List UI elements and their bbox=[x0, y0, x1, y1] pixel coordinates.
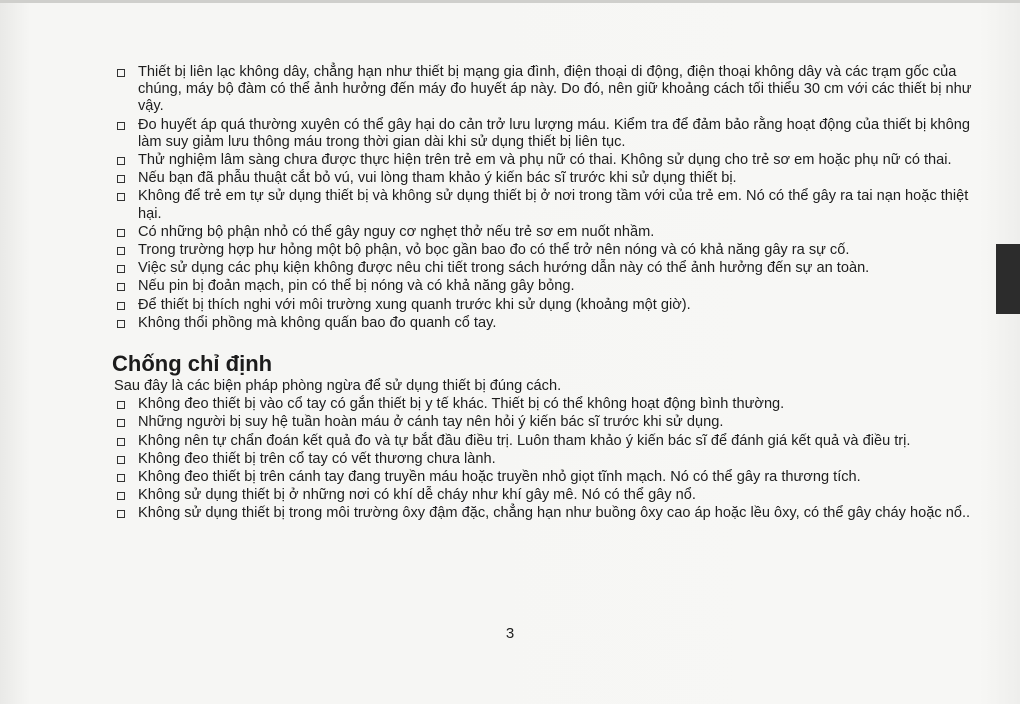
list-item-text: Những người bị suy hệ tuần hoàn máu ở cánh tay nên hỏi ý kiến bác sĩ trước khi sử dụng. bbox=[138, 414, 724, 431]
list-item-text: Việc sử dụng các phụ kiện không được nêu chi tiết trong sách hướng dẫn này có thể ảnh hưởng đến sự an toàn. bbox=[138, 260, 870, 277]
page-content bbox=[114, 64, 986, 524]
list-item bbox=[114, 64, 986, 116]
list-item bbox=[114, 396, 986, 413]
list-item bbox=[114, 414, 986, 431]
list-item bbox=[114, 469, 986, 486]
list-item-text: Đo huyết áp quá thường xuyên có thể gây hại do cản trở lưu lượng máu. Kiểm tra để đảm bảo rằng hoạt động của thiết bị không làm suy giảm lưu thông máu trong thời gian dài khi sử dụng thiết bị liên tục. bbox=[138, 116, 971, 150]
list-item-text: Không sử dụng thiết bị trong môi trường ôxy đậm đặc, chẳng hạn như buồng ôxy cao áp hoặc lều ôxy, có thể gây cháy hoặc nổ.. bbox=[138, 505, 971, 522]
checkbox-bullet-icon bbox=[117, 492, 125, 500]
list-item-text: Thử nghiệm lâm sàng chưa được thực hiện trên trẻ em và phụ nữ có thai. Không sử dụng cho trẻ sơ em hoặc phụ nữ có thai. bbox=[138, 152, 952, 169]
contraindication-list bbox=[114, 396, 986, 522]
checkbox-bullet-icon bbox=[117, 157, 125, 165]
checkbox-bullet-icon bbox=[117, 69, 125, 77]
section-heading: Chống chỉ định bbox=[112, 351, 273, 377]
list-item-text: Nếu bạn đã phẫu thuật cắt bỏ vú, vui lòng tham khảo ý kiến bác sĩ trước khi sử dụng thiết bị. bbox=[138, 170, 737, 187]
list-item-text: Nếu pin bị đoản mạch, pin có thể bị nóng và có khả năng gây bỏng. bbox=[138, 278, 575, 295]
list-item-text: Không đeo thiết bị vào cổ tay có gắn thiết bị y tế khác. Thiết bị có thể không hoạt động bình thường. bbox=[138, 396, 785, 413]
top-edge bbox=[0, 0, 1020, 3]
checkbox-bullet-icon bbox=[117, 193, 125, 201]
list-item bbox=[114, 433, 986, 450]
list-item bbox=[114, 152, 986, 169]
checkbox-bullet-icon bbox=[117, 247, 125, 255]
checkbox-bullet-icon bbox=[117, 265, 125, 273]
warning-list bbox=[114, 64, 986, 332]
list-item bbox=[114, 242, 986, 259]
list-item bbox=[114, 487, 986, 504]
list-item bbox=[114, 117, 986, 151]
checkbox-bullet-icon bbox=[117, 320, 125, 328]
list-item-text: Có những bộ phận nhỏ có thể gây nguy cơ nghẹt thở nếu trẻ sơ em nuốt nhầm. bbox=[138, 223, 655, 240]
section-intro: Sau đây là các biện pháp phòng ngừa để sử dụng thiết bị đúng cách. bbox=[114, 378, 562, 395]
list-item-text: Trong trường hợp hư hỏng một bộ phận, vỏ bọc gần bao đo có thể trở nên nóng và có khả năng gây ra sự cố. bbox=[138, 242, 850, 259]
list-item bbox=[114, 170, 986, 187]
list-item bbox=[114, 188, 986, 222]
list-item bbox=[114, 260, 986, 277]
list-item bbox=[114, 315, 986, 332]
list-item-text: Không sử dụng thiết bị ở những nơi có khí dễ cháy như khí gây mê. Nó có thể gây nổ. bbox=[138, 487, 696, 504]
list-item bbox=[114, 505, 986, 522]
page-number: 3 bbox=[505, 625, 515, 642]
list-item-text: Không đeo thiết bị trên cổ tay có vết thương chưa lành. bbox=[138, 450, 496, 467]
checkbox-bullet-icon bbox=[117, 438, 125, 446]
list-item bbox=[114, 451, 986, 468]
checkbox-bullet-icon bbox=[117, 122, 125, 130]
checkbox-bullet-icon bbox=[117, 175, 125, 183]
list-item-text: Để thiết bị thích nghi với môi trường xung quanh trước khi sử dụng (khoảng một giờ). bbox=[138, 296, 691, 313]
list-item bbox=[114, 224, 986, 241]
checkbox-bullet-icon bbox=[117, 474, 125, 482]
list-item bbox=[114, 297, 986, 314]
checkbox-bullet-icon bbox=[117, 419, 125, 427]
list-item-text: Không nên tự chẩn đoán kết quả đo và tự bắt đầu điều trị. Luôn tham khảo ý kiến bác sĩ để đánh giá kết quả và điều trị. bbox=[138, 432, 911, 449]
checkbox-bullet-icon bbox=[117, 229, 125, 237]
checkbox-bullet-icon bbox=[117, 283, 125, 291]
checkbox-bullet-icon bbox=[117, 401, 125, 409]
list-item-text: Thiết bị liên lạc không dây, chẳng hạn như thiết bị mạng gia đình, điện thoại di động, điện thoại không dây và các trạm gốc của chúng, máy bộ đàm có thể ảnh hưởng đến máy đo huyết áp này. Do đó, nên giữ khoảng cách tối thiểu 30 cm với các thiết bị như vậy. bbox=[138, 64, 972, 115]
list-item-text: Không để trẻ em tự sử dụng thiết bị và không sử dụng thiết bị ở nơi trong tầm với của trẻ em. Nó có thể gây ra tai nạn hoặc thiệt hại. bbox=[138, 188, 969, 222]
list-item bbox=[114, 278, 986, 295]
checkbox-bullet-icon bbox=[117, 456, 125, 464]
list-item-text: Không đeo thiết bị trên cánh tay đang truyền máu hoặc truyền nhỏ giọt tĩnh mạch. Nó có thể gây ra thương tích. bbox=[138, 469, 861, 486]
section-tab-marker bbox=[996, 244, 1020, 314]
list-item-text: Không thổi phồng mà không quấn bao đo quanh cổ tay. bbox=[138, 314, 497, 331]
checkbox-bullet-icon bbox=[117, 510, 125, 518]
checkbox-bullet-icon bbox=[117, 302, 125, 310]
